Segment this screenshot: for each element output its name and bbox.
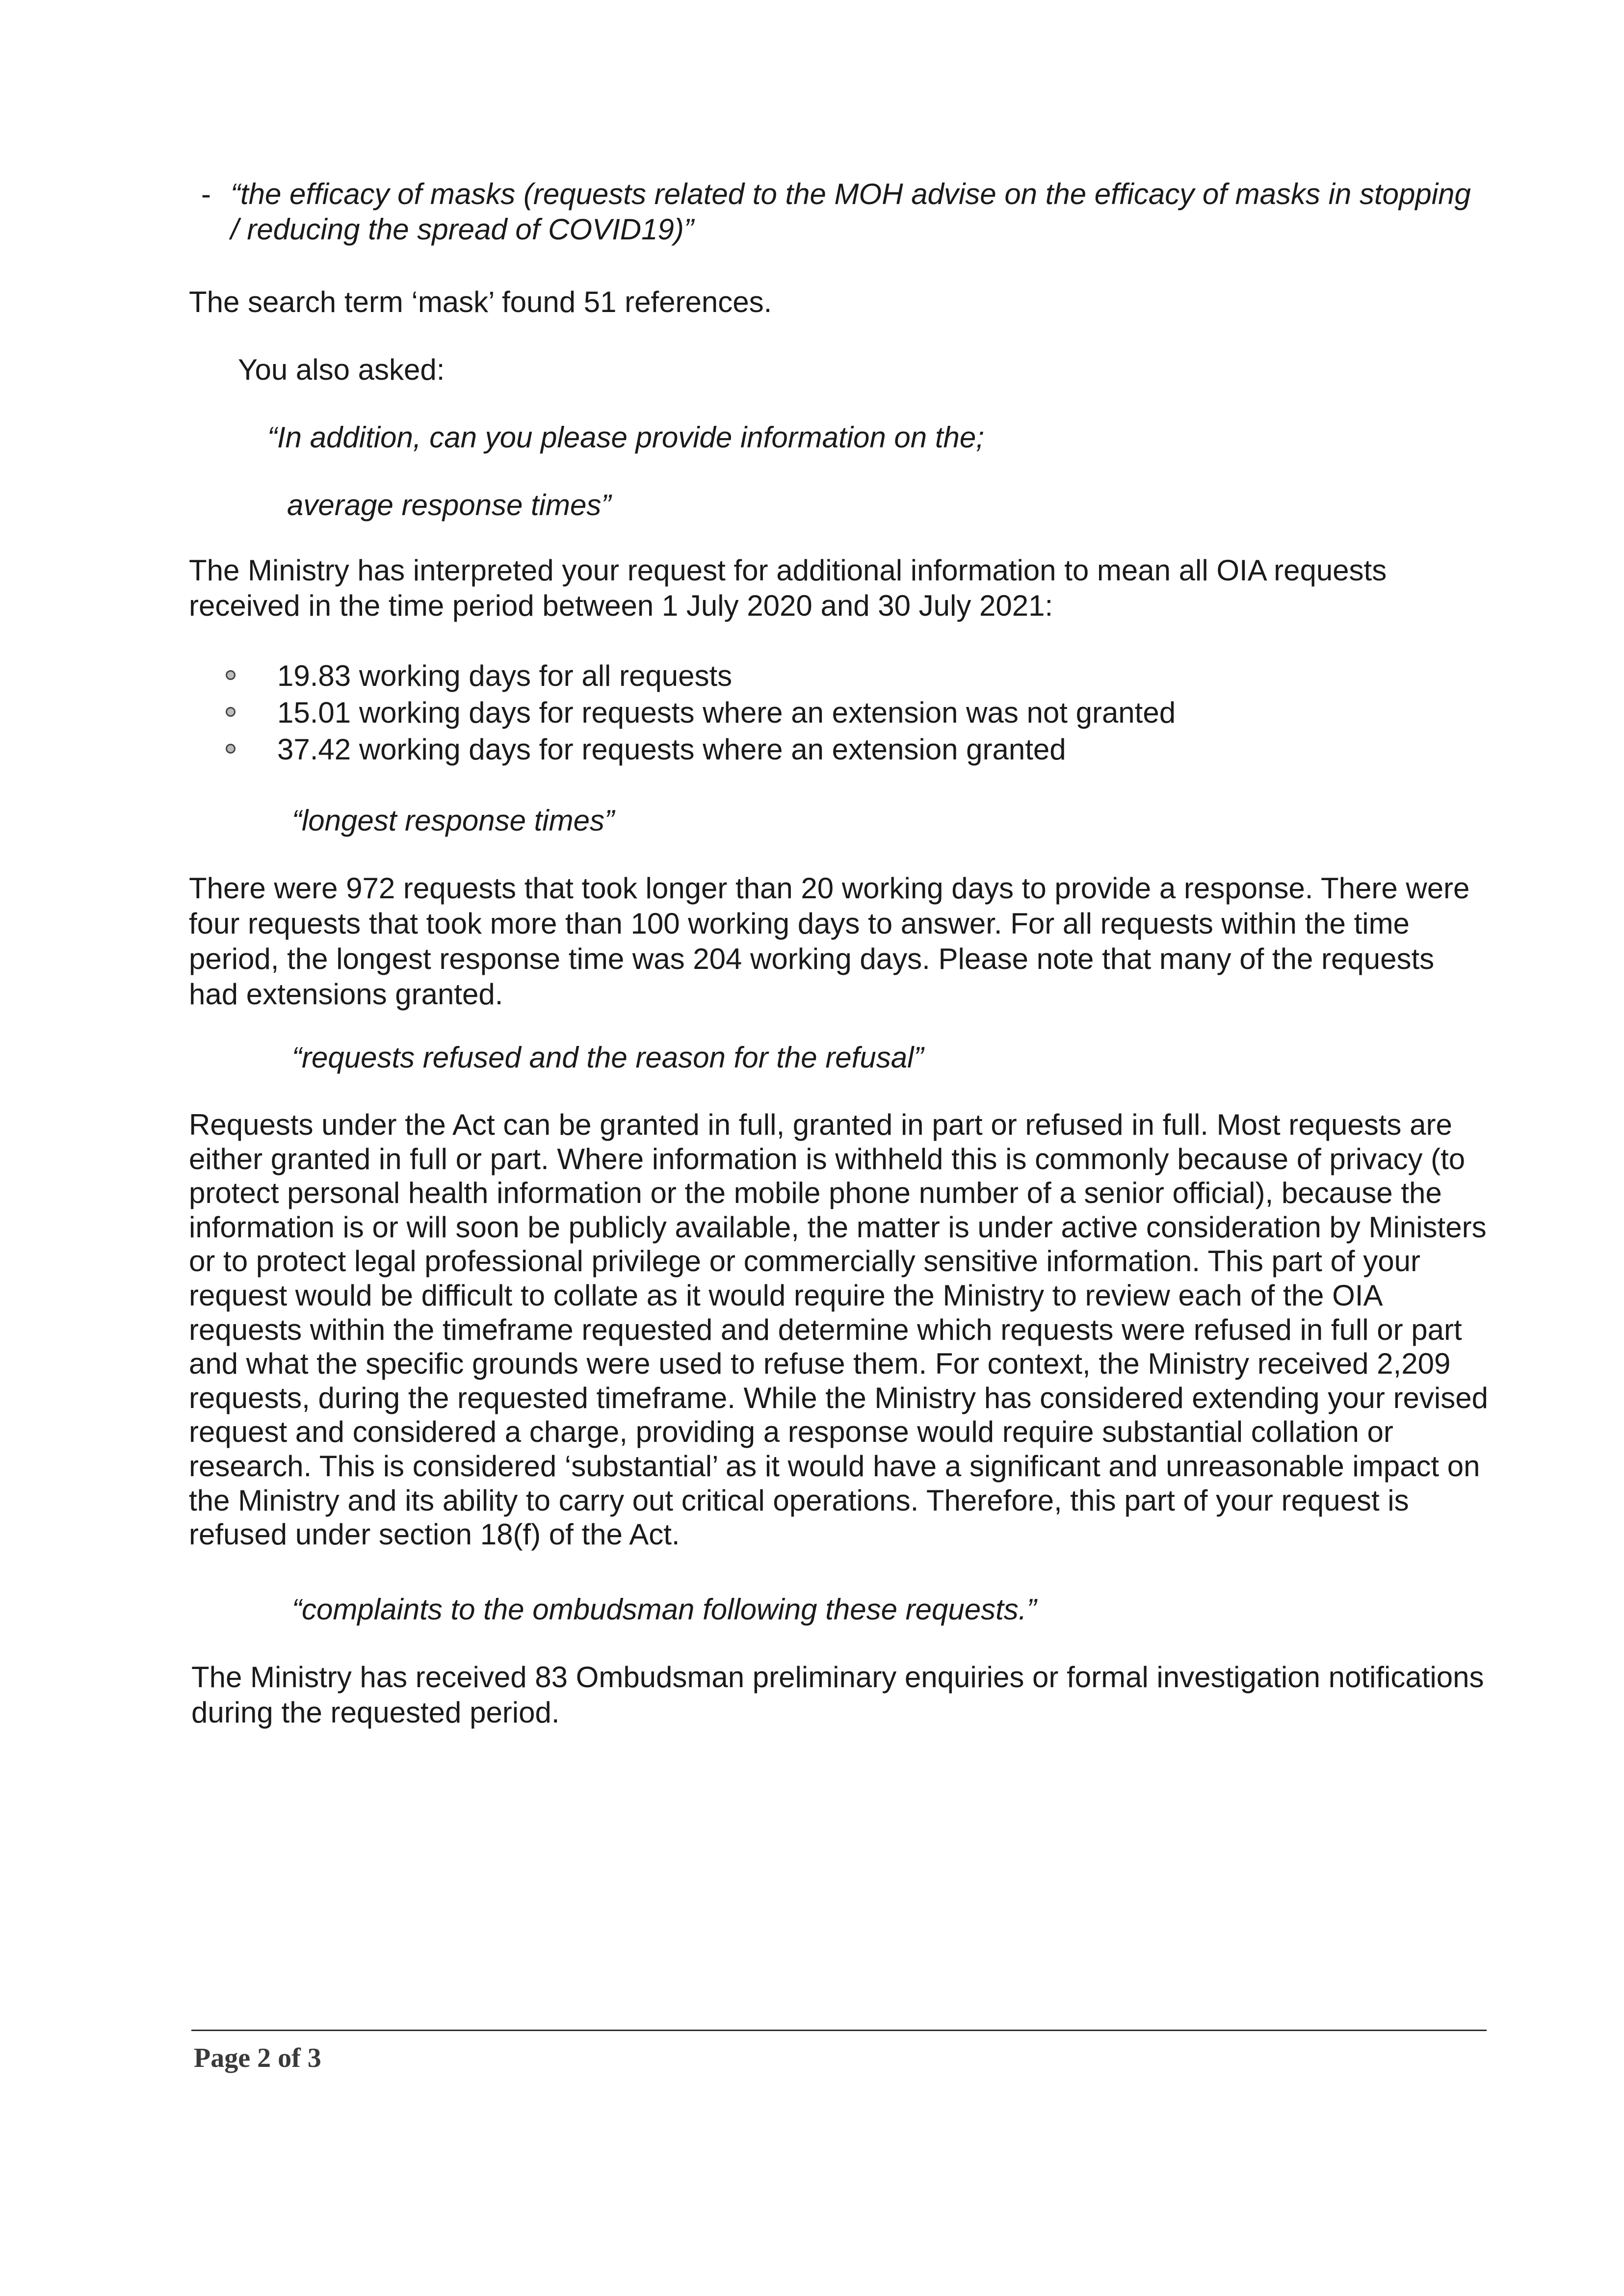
- quote-ombudsman: “complaints to the ombudsman following these requests.”: [292, 1593, 1037, 1626]
- quote-masks-text: “the efficacy of masks (requests related to the MOH advise on the efficacy of masks in stopping / reducing the spread of COVID19)”: [231, 178, 1471, 246]
- list-item-text: 15.01 working days for requests where an extension was not granted: [277, 696, 1176, 729]
- bullet-icon: [226, 670, 236, 680]
- list-item: [226, 657, 1501, 694]
- list-item: [226, 694, 1501, 731]
- quote-average: average response times”: [287, 489, 611, 522]
- list-item: [226, 731, 1501, 768]
- bullet-icon: [226, 744, 236, 754]
- refused-paragraph: Requests under the Act can be granted in full, granted in part or refused in full. Most requests are either granted in full or part. Where information is withheld this is commonly because of privacy (to protect personal health information or the mobile phone number of a senior official), because the information is or will soon be publicly available, the matter is under active consideration by Ministers or to protect legal professional privilege or commercially sensitive information. This part of your request would be difficult to collate as it would require the Ministry to review each of the OIA requests within the timeframe requested and determine which requests were refused in full or part and what the specific grounds were used to refuse them. For context, the Ministry received 2,209 requests, during the requested timeframe. While the Ministry has considered extending your revised request and considered a charge, providing a response would require substantial collation or research. This is considered ‘substantial’ as it would have a significant and unreasonable impact on the Ministry and its ability to carry out critical operations. Therefore, this part of your request is refused under section 18(f) of the Act.: [189, 1108, 1488, 1551]
- list-item-text: 19.83 working days for all requests: [277, 659, 733, 692]
- bullet-icon: [226, 707, 236, 717]
- search-result-text: The search term ‘mask’ found 51 references.: [189, 286, 772, 318]
- footer-divider: [191, 2030, 1487, 2031]
- quote-longest: “longest response times”: [292, 804, 614, 837]
- response-times-list: [226, 657, 1501, 768]
- you-also-asked-text: You also asked:: [238, 353, 445, 386]
- ombudsman-paragraph: The Ministry has received 83 Ombudsman preliminary enquiries or formal investigation notifications during the requested period.: [191, 1661, 1484, 1729]
- quote-additional: “In addition, can you please provide information on the;: [267, 421, 984, 454]
- quote-masks: [201, 177, 1487, 247]
- page-number: Page 2 of 3: [194, 2043, 321, 2073]
- list-item-text: 37.42 working days for requests where an extension granted: [277, 733, 1066, 766]
- interpretation-paragraph: The Ministry has interpreted your request for additional information to mean all OIA requests received in the time period between 1 July 2020 and 30 July 2021:: [189, 554, 1387, 622]
- dash-marker: -: [201, 178, 211, 210]
- quote-refused: “requests refused and the reason for the refusal”: [292, 1041, 924, 1074]
- longest-paragraph: There were 972 requests that took longer than 20 working days to provide a response. There were four requests that took more than 100 working days to answer. For all requests within the time period, the longest response time was 204 working days. Please note that many of the requests had extensions granted.: [189, 872, 1470, 1011]
